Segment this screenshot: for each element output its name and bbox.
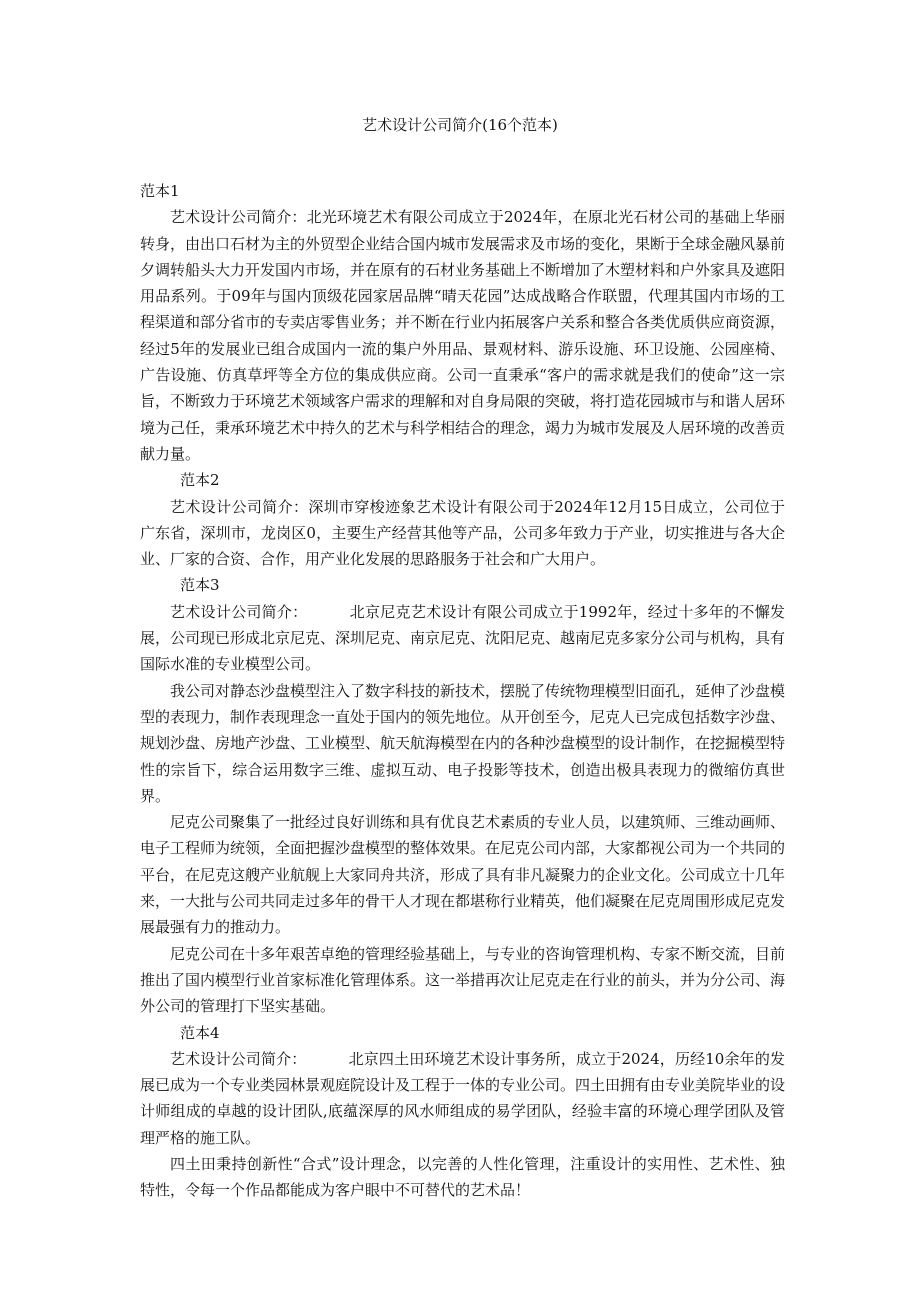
document-title: 艺术设计公司简介(16个范本) xyxy=(362,116,558,134)
section-4-intro-prefix: 艺术设计公司简介： xyxy=(170,1049,307,1068)
section-3-intro-prefix: 艺术设计公司简介： xyxy=(170,602,308,621)
section-4-intro-text: 北京四土田环境艺术设计事务所，成立于2024，历经10余年的发展已成为一个专业类园林景观庭院设计及工程于一体的专业公司。四土田拥有由专业美院毕业的设计师组成的卓越的设计团队,底蕴深厚的风水师组成的易学团队，经验丰富的环境心理学团队及管理严格的施工队。 xyxy=(140,1049,786,1147)
section-3-intro xyxy=(140,599,785,678)
section-3-paragraph: 我公司对静态沙盘模型注入了数字科技的新技术，摆脱了传统物理模型旧面孔，延伸了沙盘模型的表现力，制作表现理念一直处于国内的领先地位。从开创至今，尼克人已完成包括数字沙盘、规划沙盘、房地产沙盘、工业模型、航天航海模型在内的各种沙盘模型的设计制作，在挖掘模型特性的宗旨下，综合运用数字三维、虚拟互动、电子投影等技术，创造出极具表现力的微缩仿真世界。 xyxy=(140,681,786,805)
section-4-intro xyxy=(140,1046,785,1151)
section-3-paragraph: 尼克公司在十多年艰苦卓绝的管理经验基础上，与专业的咨询管理机构、专家不断交流，目前推出了国内模型行业首家标准化管理体系。这一举措再次让尼克走在行业的前头，并为分公司、海外公司的管理打下坚实基础。 xyxy=(140,944,786,1016)
section-label-1: 范本1 xyxy=(140,182,180,200)
section-label-3: 范本3 xyxy=(180,576,220,595)
section-1-paragraph: 艺术设计公司简介：北光环境艺术有限公司成立于2024年，在原北光石材公司的基础上华丽转身，由出口石材为主的外贸型企业结合国内城市发展需求及市场的变化，果断于全球金融风暴前夕调转船头大力开发国内市场，并在原有的石材业务基础上不断增加了木塑材料和户外家具及遮阳用品系列。于09年与国内顶级花园家居品牌“晴天花园”达成战略合作联盟，代理其国内市场的工程渠道和部分省市的专卖店零售业务；并不断在行业内拓展客户关系和整合各类优质供应商资源，经过5年的发展业已组合成国内一流的集户外用品、景观材料、游乐设施、环卫设施、公园座椅、广告设施、仿真草坪等全方位的集成供应商。公司一直秉承“客户的需求就是我们的使命”这一宗旨，不断致力于环境艺术领域客户需求的理解和对自身局限的突破，将打造花园城市与和谐人居环境为己任，秉承环境艺术中持久的艺术与科学相结合的理念，竭力为城市发展及人居环境的改善贡献力量。 xyxy=(140,208,786,463)
section-3-paragraph: 尼克公司聚集了一批经过良好训练和具有优良艺术素质的专业人员，以建筑师、三维动画师、电子工程师为统领，全面把握沙盘模型的整体效果。在尼克公司内部，大家都视公司为一个共同的平台，在尼克这艘产业航舰上大家同舟共济，形成了具有非凡凝聚力的企业文化。公司成立十几年来，一大批与公司共同走过多年的骨干人才现在都堪称行业精英，他们凝聚在尼克周围形成尼克发展最强有力的推动力。 xyxy=(140,813,786,937)
section-label-2: 范本2 xyxy=(180,471,220,490)
section-4-paragraph: 四土田秉持创新性“合式”设计理念，以完善的人性化管理，注重设计的实用性、艺术性、独特性，令每一个作品都能成为客户眼中不可替代的艺术品！ xyxy=(140,1154,785,1200)
document-body xyxy=(140,178,785,1204)
section-2-paragraph: 艺术设计公司简介：深圳市穿梭迹象艺术设计有限公司于2024年12月15日成立，公司位于广东省，深圳市，龙岗区0，主要生产经营其他等产品，公司多年致力于产业，切实推进与各大企业、厂家的合资、合作，用产业化发展的思路服务于社会和广大用户。 xyxy=(140,497,785,569)
section-label-4: 范本4 xyxy=(180,1023,220,1042)
section-3-intro-text: 北京尼克艺术设计有限公司成立于1992年，经过十多年的不懈发展，公司现已形成北京尼克、深圳尼克、南京尼克、沈阳尼克、越南尼克多家分公司与机构，具有国际水准的专业模型公司。 xyxy=(140,602,786,674)
